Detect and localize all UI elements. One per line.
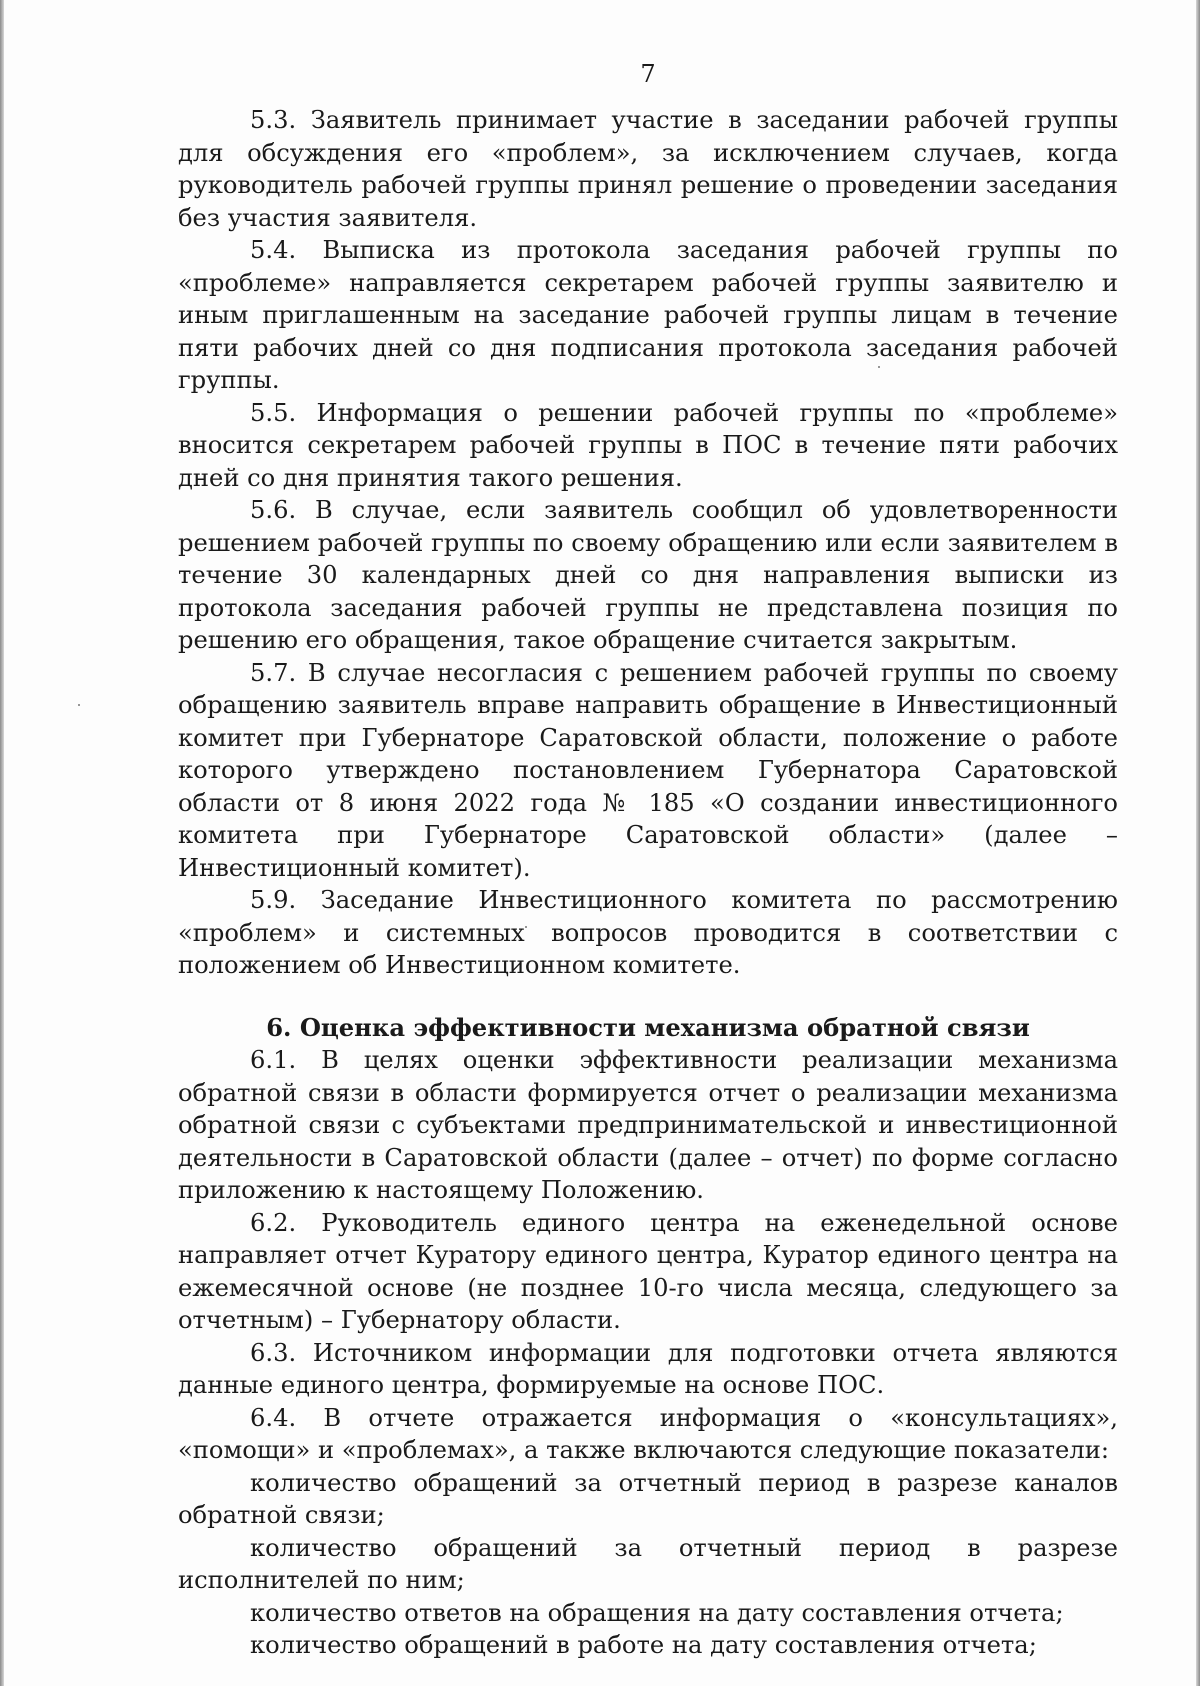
page-number: 7 [640,60,656,88]
paragraph-5-7: 5.7. В случае несогласия с решением рабочей группы по своему обращению заявитель вправе направить обращение в Инвестиционный комитет при Губернаторе Саратовской области, положение о работе которого утверждено постановлением Губернатора Саратовской области от 8 июня 2022 года № 185 «О создании инвестиционного комитета при Губернаторе Саратовской области» (далее – Инвестиционный комитет). [178,658,1118,882]
indicator-list-item: количество обращений в работе на дату составления отчета; [250,1631,1037,1659]
indicator-list-item: количество обращений за отчетный период в разрезе каналов обратной связи; [178,1468,1118,1529]
indicator-list-item: количество обращений за отчетный период в разрезе исполнителей по ним; [178,1533,1118,1594]
section-6-heading: 6. Оценка эффективности механизма обратной связи [266,1012,1030,1042]
paragraph-6-1: 6.1. В целях оценки эффективности реализации механизма обратной связи в области формируется отчет о реализации механизма обратной связи с субъектами предпринимательской и инвестиционной деятельности в Саратовской области (далее – отчет) по форме согласно приложению к настоящему Положению. [178,1046,1118,1204]
scan-edge-left [0,0,4,1686]
paragraph-5-5: 5.5. Информация о решении рабочей группы по «проблеме» вносится секретарем рабочей группы в ПОС в течение пяти рабочих дней со дня принятия такого решения. [178,398,1118,492]
paragraph-5-4: 5.4. Выписка из протокола заседания рабочей группы по «проблеме» направляется секретарем рабочей группы заявителю и иным приглашенным на заседание рабочей группы лицам в течение пяти рабочих дней со дня подписания протокола заседания рабочей группы. [178,236,1118,394]
paragraph-5-3: 5.3. Заявитель принимает участие в заседании рабочей группы для обсуждения его «проблем», за исключением случаев, когда руководитель рабочей группы принял решение о проведении заседания без участия заявителя. [178,106,1118,232]
document-body [178,104,1118,1662]
paragraph-6-4: 6.4. В отчете отражается информация о «консультациях», «помощи» и «проблемах», а также включаются следующие показатели: [178,1403,1118,1464]
paragraph-5-6: 5.6. В случае, если заявитель сообщил об удовлетворенности решением рабочей группы по своему обращению или если заявителем в течение 30 календарных дней со дня направления выписки из протокола заседания рабочей группы не представлена позиция по решению его обращения, такое обращение считается закрытым. [178,496,1118,654]
paragraph-6-2: 6.2. Руководитель единого центра на еженедельной основе направляет отчет Куратору единого центра, Куратор единого центра на ежемесячной основе (не позднее 10-го числа месяца, следующего за отчетным) – Губернатору области. [178,1208,1118,1334]
paragraph-6-3: 6.3. Источником информации для подготовки отчета являются данные единого центра, формируемые на основе ПОС. [178,1338,1118,1399]
indicator-list-item: количество ответов на обращения на дату составления отчета; [250,1598,1064,1627]
scan-speck [78,704,80,706]
paragraph-5-9: 5.9. Заседание Инвестиционного комитета по рассмотрению «проблем» и системных вопросов проводится в соответствии с положением об Инвестиционном комитете. [178,886,1118,979]
scan-edge-right [1196,0,1200,1686]
